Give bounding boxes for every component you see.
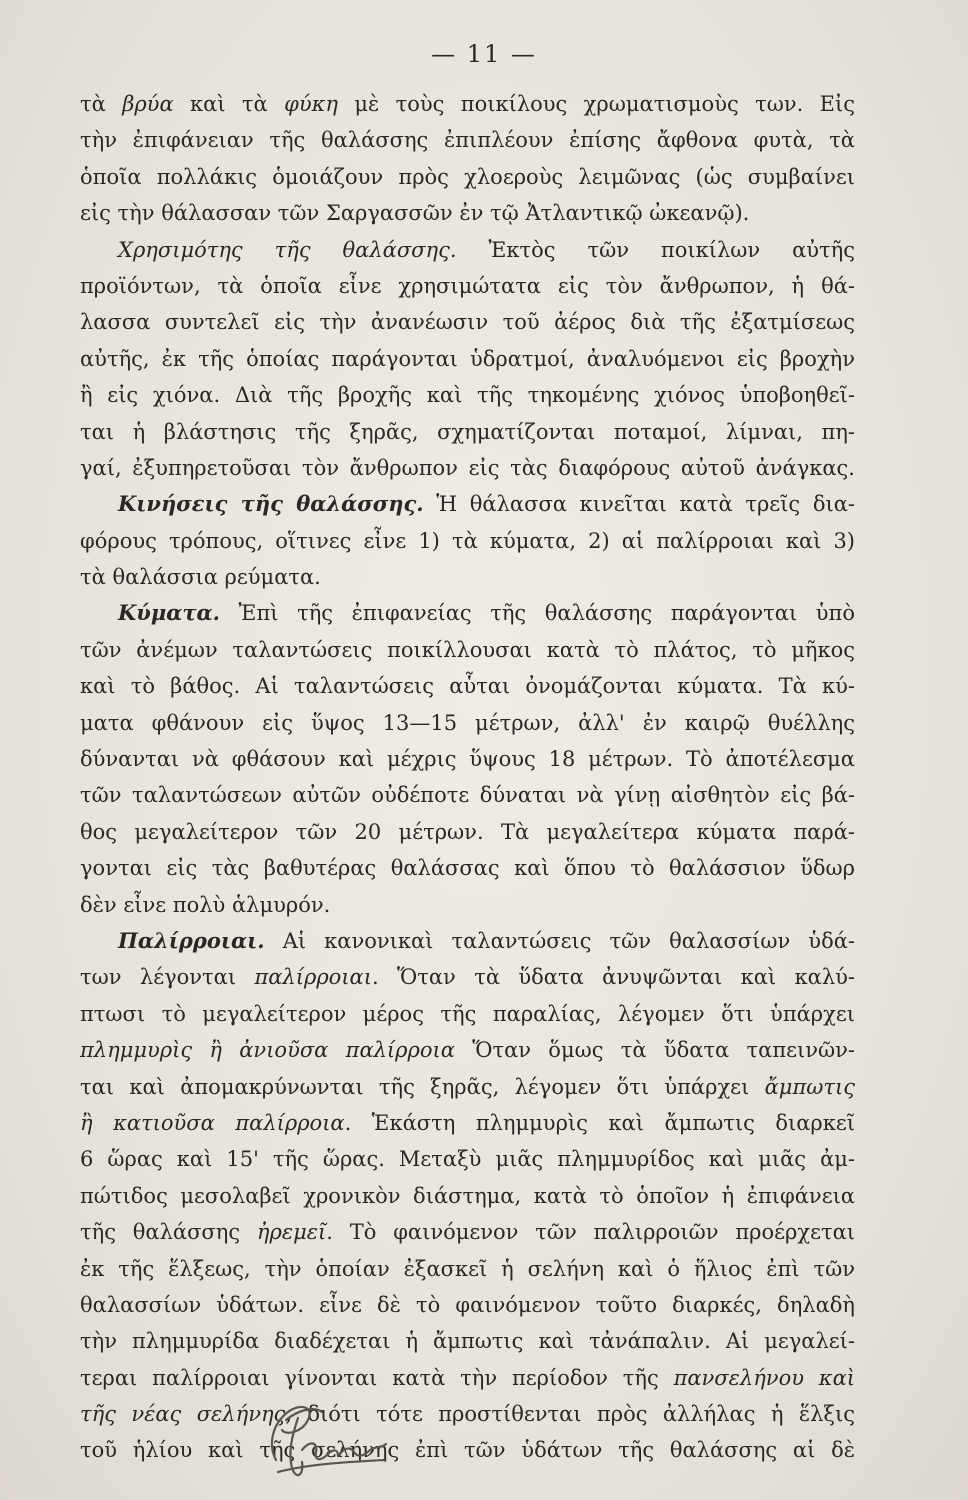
text-run: ται ἡ βλάστησις τῆς ξηρᾶς, σχηματίζονται ποταμοί, λίμναι, πη- [80, 419, 855, 444]
emphasized-text: Κινήσεις τῆς θαλάσσης. [118, 491, 424, 517]
text-line [80, 268, 855, 304]
text-run: τῶν ταλαντώσεων αὐτῶν οὐδέποτε δύναται νὰ γίνῃ αἰσθητὸν εἰς βά- [80, 783, 855, 808]
text-run: τὴν πλημμυρίδα διαδέχεται ἡ ἄμπωτις καὶ τἀνάπαλιν. Αἱ μεγαλεί- [80, 1329, 855, 1354]
text-run: λασσα συντελεῖ εἰς τὴν ἀνανέωσιν τοῦ ἀέρος διὰ τῆς ἐξατμίσεως [80, 310, 855, 335]
text-run: Ὅταν ὅμως τὰ ὕδατα ταπεινῶν- [454, 1038, 855, 1063]
signature-icon [258, 1390, 398, 1490]
text-line [80, 1214, 855, 1250]
text-line [80, 777, 855, 813]
emphasized-text: πλημμυρὶς ἢ ἀνιοῦσα παλίρροια [80, 1038, 455, 1063]
emphasized-text: τῆς νέας σελήνης [80, 1402, 286, 1427]
emphasized-text: Χρησιμότης τῆς θαλάσσης. [118, 237, 457, 262]
text-line [80, 559, 855, 595]
emphasized-text: Παλίρροιαι. [118, 927, 265, 953]
text-run: ται καὶ ἀπομακρύνωνται τῆς ξηρᾶς, λέγομεν ὅτι ὑπάρχει [80, 1074, 765, 1099]
emphasized-text: βρύα [122, 92, 174, 116]
text-line [80, 1323, 855, 1359]
text-run: των λέγονται [80, 965, 255, 990]
text-line [80, 1178, 855, 1214]
text-run: τὰ θαλάσσια ρεύματα. [80, 565, 321, 590]
text-run: πώτιδος μεσολαβεῖ χρονικὸν διάστημα, κατὰ τὸ ὁποῖον ἡ ἐπιφάνεια [80, 1183, 855, 1208]
text-line [80, 1432, 855, 1468]
page-number: — 11 — [431, 40, 537, 68]
text-line [80, 159, 855, 195]
text-run: ματα φθάνουν εἰς ὕψος 13—15 μέτρων, ἀλλ' ἐν καιρῷ θυέλλης [80, 710, 855, 735]
text-line [80, 705, 855, 741]
text-run: καὶ τὸ βάθος. Αἱ ταλαντώσεις αὗται ὀνομάζονται κύματα. Τὰ κύ- [80, 674, 855, 699]
text-line [80, 414, 855, 450]
emphasized-text: φύκη [284, 92, 338, 116]
text-line [80, 668, 855, 704]
text-run: . Τὸ φαινόμενον τῶν παλιρροιῶν προέρχεται [326, 1220, 855, 1245]
text-line [80, 304, 855, 340]
text-run: . Ἑκάστη πλημμυρὶς καὶ ἄμπωτις διαρκεῖ [344, 1110, 855, 1135]
text-run: τῆς θαλάσσης [80, 1220, 257, 1245]
text-run: τεραι παλίρροιαι γίνονται κατὰ τὴν περίοδον τῆς [80, 1365, 674, 1390]
text-line [80, 1141, 855, 1177]
text-run: Ἡ θάλασσα κινεῖται κατὰ τρεῖς δια- [423, 492, 855, 517]
text-run: δὲν εἶνε πολὺ ἁλμυρόν. [80, 892, 331, 917]
text-line [80, 1287, 855, 1323]
text-run: ἐκ τῆς ἕλξεως, τὴν ὁποίαν ἐξασκεῖ ἡ σελήνη καὶ ὁ ἥλιος ἐπὶ τῶν [80, 1256, 855, 1281]
text-line [80, 86, 855, 122]
emphasized-text: παλίρροιαι [254, 965, 372, 990]
text-line [80, 1069, 855, 1105]
text-line [80, 814, 855, 850]
text-line [80, 632, 855, 668]
emphasized-text: ἄμπωτις [764, 1074, 855, 1099]
text-line [80, 1105, 855, 1141]
text-run: γαί, ἐξυπηρετοῦσαι τὸν ἄνθρωπον εἰς τὰς διαφόρους αὐτοῦ ἀνάγκας. [80, 455, 855, 480]
emphasized-text: πανσελήνου καὶ [673, 1365, 855, 1390]
text-run: ὁποῖα πολλάκις ὁμοιάζουν πρὸς χλοεροὺς λειμῶνας (ὡς συμβαίνει [80, 164, 855, 189]
text-run: Ἐπὶ τῆς ἐπιφανείας τῆς θαλάσσης παράγονται ὑπὸ [219, 601, 855, 626]
text-run: , διότι τότε προστίθενται πρὸς ἀλλήλας ἡ ἕλξις [285, 1402, 855, 1427]
emphasized-text: ἢ κατιοῦσα παλίρροια [80, 1110, 345, 1135]
emphasized-text: ἠρεμεῖ [256, 1220, 327, 1245]
body-text [80, 86, 855, 1469]
text-line [80, 486, 855, 522]
text-run: Αἱ κανονικαὶ ταλαντώσεις τῶν θαλασσίων ὑδά- [264, 928, 855, 953]
text-line [80, 1251, 855, 1287]
text-run: αὐτῆς, ἐκ τῆς ὁποίας παράγονται ὑδρατμοί, ἀναλυόμενοι εἰς βροχὴν [80, 346, 855, 371]
text-line [80, 450, 855, 486]
text-run: πτωσι τὸ μεγαλείτερον μέρος τῆς παραλίας, λέγομεν ὅτι ὑπάρχει [80, 1001, 855, 1026]
text-run: καὶ τὰ [173, 92, 285, 116]
text-line [80, 741, 855, 777]
text-line [80, 595, 855, 631]
text-line [80, 996, 855, 1032]
text-line [80, 122, 855, 158]
text-line [80, 959, 855, 995]
text-run: Ἐκτὸς τῶν ποικίλων αὐτῆς [456, 237, 855, 262]
text-line [80, 1032, 855, 1068]
text-line [80, 341, 855, 377]
text-run: 6 ὥρας καὶ 15' τῆς ὥρας. Μεταξὺ μιᾶς πλημμυρίδος καὶ μιᾶς ἀμ- [80, 1147, 855, 1172]
text-line [80, 887, 855, 923]
text-line [80, 923, 855, 959]
text-run: θος μεγαλείτερον τῶν 20 μέτρων. Τὰ μεγαλείτερα κύματα παρά- [80, 819, 855, 844]
text-run: δύνανται νὰ φθάσουν καὶ μέχρις ὕψους 18 μέτρων. Τὸ ἀποτέλεσμα [80, 747, 855, 772]
text-run: εἰς τὴν θάλασσαν τῶν Σαργασσῶν ἐν τῷ Ἀτλαντικῷ ὠκεανῷ). [80, 201, 750, 226]
text-run: τῶν ἀνέμων ταλαντώσεις ποικίλλουσαι κατὰ τὸ πλάτος, τὸ μῆκος [80, 637, 855, 662]
text-run: θαλασσίων ὑδάτων. εἶνε δὲ τὸ φαινόμενον τοῦτο διαρκές, δηλαδὴ [80, 1292, 855, 1317]
text-line [80, 850, 855, 886]
text-line [80, 195, 855, 231]
text-line [80, 232, 855, 268]
text-run: τὰ [80, 92, 123, 116]
text-run: προϊόντων, τὰ ὁποῖα εἶνε χρησιμώτατα εἰς τὸν ἄνθρωπον, ἡ θά- [80, 273, 855, 298]
text-line [80, 1360, 855, 1396]
text-run: ἢ εἰς χιόνα. Διὰ τῆς βροχῆς καὶ τῆς τηκομένης χιόνος ὑποβοηθεῖ- [80, 383, 855, 408]
text-run: μὲ τοὺς ποικίλους χρωματισμοὺς των. Εἰς [337, 92, 855, 116]
text-run: φόρους τρόπους, οἵτινες εἶνε 1) τὰ κύματα, 2) αἱ παλίρροιαι καὶ 3) [80, 528, 855, 553]
text-run: . Ὅταν τὰ ὕδατα ἀνυψῶνται καὶ καλύ- [371, 965, 855, 990]
emphasized-text: Κύματα. [118, 600, 220, 626]
text-run: τοῦ ἡλίου καὶ τῆς σελήνης ἐπὶ τῶν ὑδάτων τῆς θαλάσσης αἱ δὲ [80, 1438, 855, 1463]
text-run: τὴν ἐπιφάνειαν τῆς θαλάσσης ἐπιπλέουν ἐπίσης ἄφθονα φυτὰ, τὰ [80, 128, 855, 153]
text-line [80, 523, 855, 559]
text-line [80, 377, 855, 413]
text-line [80, 1396, 855, 1432]
text-run: γονται εἰς τὰς βαθυτέρας θαλάσσας καὶ ὅπου τὸ θαλάσσιον ὕδωρ [80, 856, 855, 881]
